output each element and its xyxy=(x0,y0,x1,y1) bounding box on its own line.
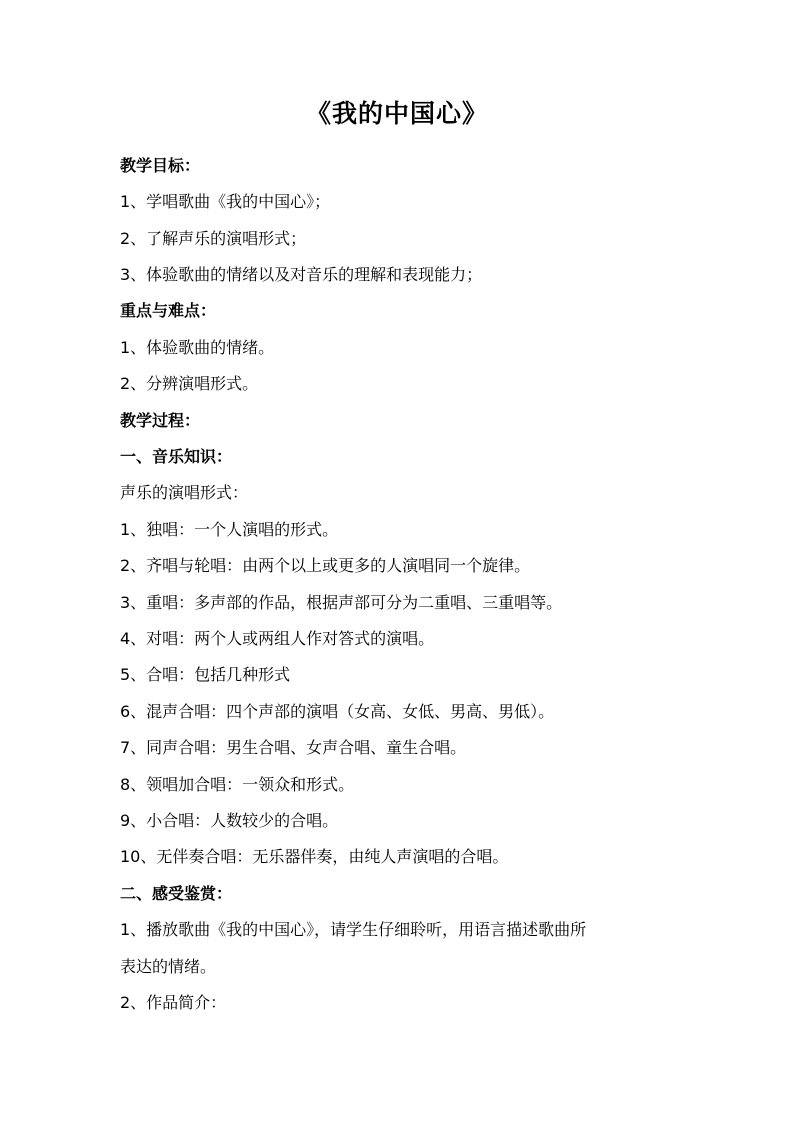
paragraph-line: 2、作品简介： xyxy=(120,993,227,1012)
list-item: 3、重唱：多声部的作品，根据声部可分为二重唱、三重唱等。 xyxy=(120,593,563,612)
list-item: 4、对唱：两个人或两组人作对答式的演唱。 xyxy=(120,629,435,648)
section-heading-appreciation: 二、感受鉴赏： xyxy=(120,884,233,903)
list-item: 5、合唱：包括几种形式 xyxy=(120,665,291,684)
paragraph-line: 1、体验歌曲的情绪。 xyxy=(120,338,275,357)
list-item: 6、混声合唱：四个声部的演唱（女高、女低、男高、男低）。 xyxy=(120,702,555,721)
list-item: 9、小合唱：人数较少的合唱。 xyxy=(120,811,339,830)
list-item: 1、独唱：一个人演唱的形式。 xyxy=(120,520,339,539)
paragraph-line: 2、了解声乐的演唱形式； xyxy=(120,229,307,248)
section-heading-key-points: 重点与难点： xyxy=(120,301,217,320)
list-item: 7、同声合唱：男生合唱、女声合唱、童生合唱。 xyxy=(120,738,467,757)
document-title: 《我的中国心》 xyxy=(305,99,488,128)
section-heading-teaching-goals: 教学目标： xyxy=(120,156,201,175)
paragraph-line: 3、体验歌曲的情绪以及对音乐的理解和表现能力； xyxy=(120,265,483,284)
paragraph-line: 1、学唱歌曲《我的中国心》； xyxy=(120,192,331,211)
paragraph-line: 表达的情绪。 xyxy=(120,957,217,976)
list-item: 2、齐唱与轮唱：由两个以上或更多的人演唱同一个旋律。 xyxy=(120,556,531,575)
paragraph-line: 声乐的演唱形式： xyxy=(120,483,249,502)
paragraph-line: 2、分辨演唱形式。 xyxy=(120,374,259,393)
section-heading-music-knowledge: 一、音乐知识： xyxy=(120,447,233,466)
section-heading-teaching-process: 教学过程： xyxy=(120,411,201,430)
paragraph-line: 1、播放歌曲《我的中国心》，请学生仔细聆听，用语言描述歌曲所 xyxy=(120,920,587,939)
list-item: 10、无伴奏合唱：无乐器伴奏，由纯人声演唱的合唱。 xyxy=(120,847,509,866)
list-item: 8、领唱加合唱：一领众和形式。 xyxy=(120,775,355,794)
